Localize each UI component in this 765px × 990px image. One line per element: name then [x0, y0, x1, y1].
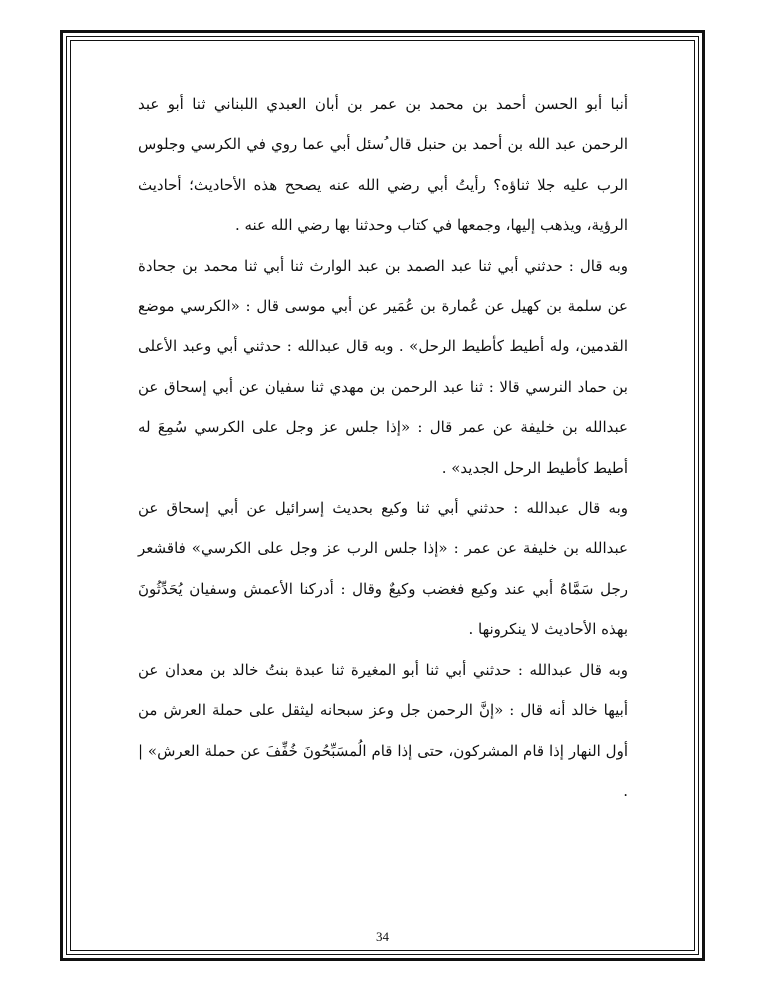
paragraph-4: وبه قال عبدالله : حدثني أبي ثنا أبو المغيرة ثنا عبدة بنتُ خالد بن معدان عن أبيها خالد أنه قال : «إنَّ الرحمن جل وعز سبحانه ليثقل على حملة العرش من أول النهار إذا قام المشركون، حتى إذا قام الُمسَبِّحُونَ خُفِّفَ عن حملة العرش» | . [138, 660, 628, 800]
body-text [138, 84, 628, 811]
page-number: 34 [376, 929, 389, 944]
paragraph-1: أنبا أبو الحسن أحمد بن محمد بن عمر بن أبان العبدي اللبناني ثنا أبو عبد الرحمن عبد الله بن أحمد بن حنبل قال ُسئل أبي عما روي في الكرسي وجلوس الرب عليه جلا ثناؤه؟ رأيتُ أبي رضي الله عنه يصحح هذه الأحاديث؛ أحاديث الرؤية، ويذهب إليها، وجمعها في كتاب وحدثنا بها رضي الله عنه . [138, 95, 628, 235]
paragraph-3: وبه قال عبدالله : حدثني أبي ثنا وكيع بحديث إسرائيل عن أبي إسحاق عن عبدالله بن خليفة عن عمر : «إذا جلس الرب عز وجل على الكرسي» فاقشعر رجل سَمَّاهُ أبي عند وكيع فغضب وكيعٌ وقال : أدركنا الأعمش وسفيان يُحَدِّثُونَ بهذه الأحاديث لا ينكرونها . [138, 499, 628, 639]
paragraph-2: وبه قال : حدثني أبي ثنا عبد الصمد بن عبد الوارث ثنا أبي ثنا محمد بن جحادة عن سلمة بن كهيل عن عُمارة بن عُمَير عن أبي موسى قال : «الكرسي موضع القدمين، وله أطيط كأطيط الرحل» . وبه قال عبدالله : حدثني أبي وعبد الأعلى بن حماد النرسي قالا : ثنا عبد الرحمن بن مهدي ثنا سفيان عن أبي إسحاق عن عبدالله بن خليفة عن عمر قال : «إذا جلس عز وجل على الكرسي سُمِعَ له أطيط كأطيط الرحل الجديد» . [138, 256, 628, 477]
